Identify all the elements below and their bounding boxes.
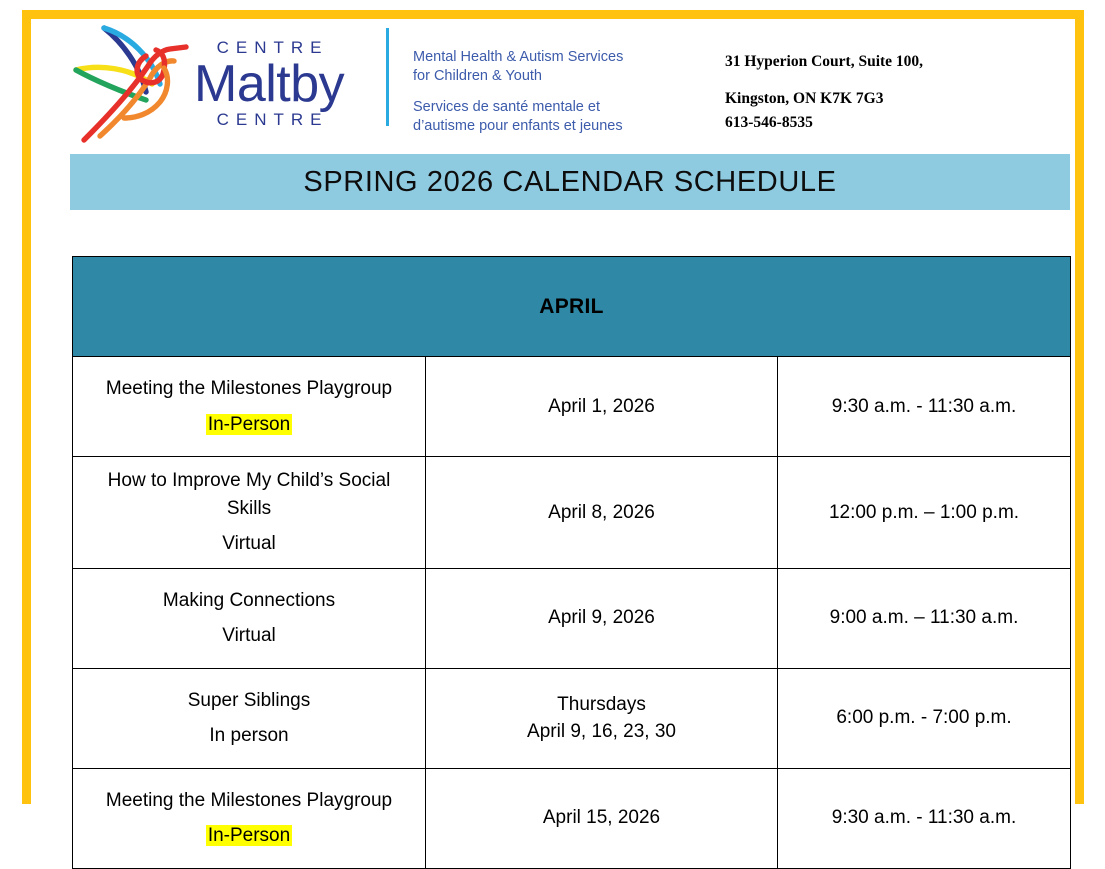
maltby-centre-logo <box>70 22 370 147</box>
program-name: Making Connections <box>162 589 336 611</box>
spacer <box>81 714 417 722</box>
table-row <box>73 457 1071 569</box>
program-name: Meeting the Milestones Playgroup <box>105 789 393 811</box>
date-line-1: Thursdays <box>557 693 646 715</box>
date-line-1: April 1, 2026 <box>548 395 655 417</box>
april-schedule-table <box>72 256 1071 869</box>
program-cell <box>73 457 426 569</box>
date-cell <box>426 668 778 768</box>
month-heading: APRIL <box>73 257 1071 357</box>
date-cell <box>426 357 778 457</box>
hummingbird-logo-icon <box>70 22 192 147</box>
document-header <box>70 22 1070 147</box>
calendar-title-banner <box>70 154 1070 210</box>
table-row <box>73 357 1071 457</box>
time-cell: 9:30 a.m. - 11:30 a.m. <box>778 357 1071 457</box>
tagline-fr-line-2: d’autisme pour enfants et jeunes <box>413 118 623 135</box>
tagline-english <box>413 48 663 86</box>
date-cell <box>426 457 778 569</box>
program-cell <box>73 768 426 868</box>
page-border-top <box>22 10 1084 19</box>
table-row <box>73 568 1071 668</box>
header-vertical-divider <box>386 28 389 126</box>
table-header-row <box>73 257 1071 357</box>
program-format: Virtual <box>222 625 276 647</box>
page-border-right <box>1075 10 1084 804</box>
contact-block <box>725 22 923 132</box>
table-row <box>73 668 1071 768</box>
tagline-en-line-1: Mental Health & Autism Services <box>413 49 624 65</box>
table-row <box>73 768 1071 868</box>
program-cell <box>73 357 426 457</box>
schedule-rows <box>73 357 1071 869</box>
program-cell <box>73 668 426 768</box>
date-line-2: April 9, 16, 23, 30 <box>527 721 676 743</box>
time-cell: 6:00 p.m. - 7:00 p.m. <box>778 668 1071 768</box>
time-cell: 12:00 p.m. – 1:00 p.m. <box>778 457 1071 569</box>
tagline-french <box>413 98 663 136</box>
logo-centre-top-text: CENTRE <box>216 38 329 58</box>
tagline-en-line-2: for Children & Youth <box>413 68 542 85</box>
maltby-wordmark <box>194 39 344 129</box>
tagline-fr-line-1: Services de santé mentale et <box>413 99 600 116</box>
spacer <box>81 814 417 822</box>
organization-tagline <box>413 22 663 137</box>
spacer <box>81 403 417 411</box>
program-format <box>81 411 417 439</box>
program-name-line-2: Skills <box>226 497 272 519</box>
page-title: SPRING 2026 CALENDAR SCHEDULE <box>303 165 837 198</box>
program-name: Meeting the Milestones Playgroup <box>105 377 393 399</box>
logo-centre-bottom-text: CENTRE <box>216 110 329 130</box>
date-line-1: April 8, 2026 <box>548 501 655 523</box>
spacer <box>81 522 417 530</box>
address-line-2: Kingston, ON K7K 7G3 <box>725 90 884 108</box>
date-cell <box>426 568 778 668</box>
date-line-1: April 15, 2026 <box>542 807 661 829</box>
program-name: Super Siblings <box>187 689 311 711</box>
program-format: In person <box>209 725 289 747</box>
program-format: Virtual <box>222 533 276 555</box>
page-border-left <box>22 10 31 804</box>
program-format <box>81 822 417 850</box>
date-line-1: April 9, 2026 <box>548 607 655 629</box>
format-highlight: In-Person <box>207 825 291 847</box>
logo-maltby-text: Maltby <box>194 54 345 113</box>
program-cell <box>73 568 426 668</box>
time-cell: 9:30 a.m. - 11:30 a.m. <box>778 768 1071 868</box>
date-cell <box>426 768 778 868</box>
time-cell: 9:00 a.m. – 11:30 a.m. <box>778 568 1071 668</box>
format-highlight: In-Person <box>207 413 291 435</box>
phone-number: 613-546-8535 <box>725 113 813 131</box>
address-line-1: 31 Hyperion Court, Suite 100, <box>725 53 924 70</box>
program-name-line-1: How to Improve My Child’s Social <box>107 470 391 491</box>
spacer <box>81 614 417 622</box>
